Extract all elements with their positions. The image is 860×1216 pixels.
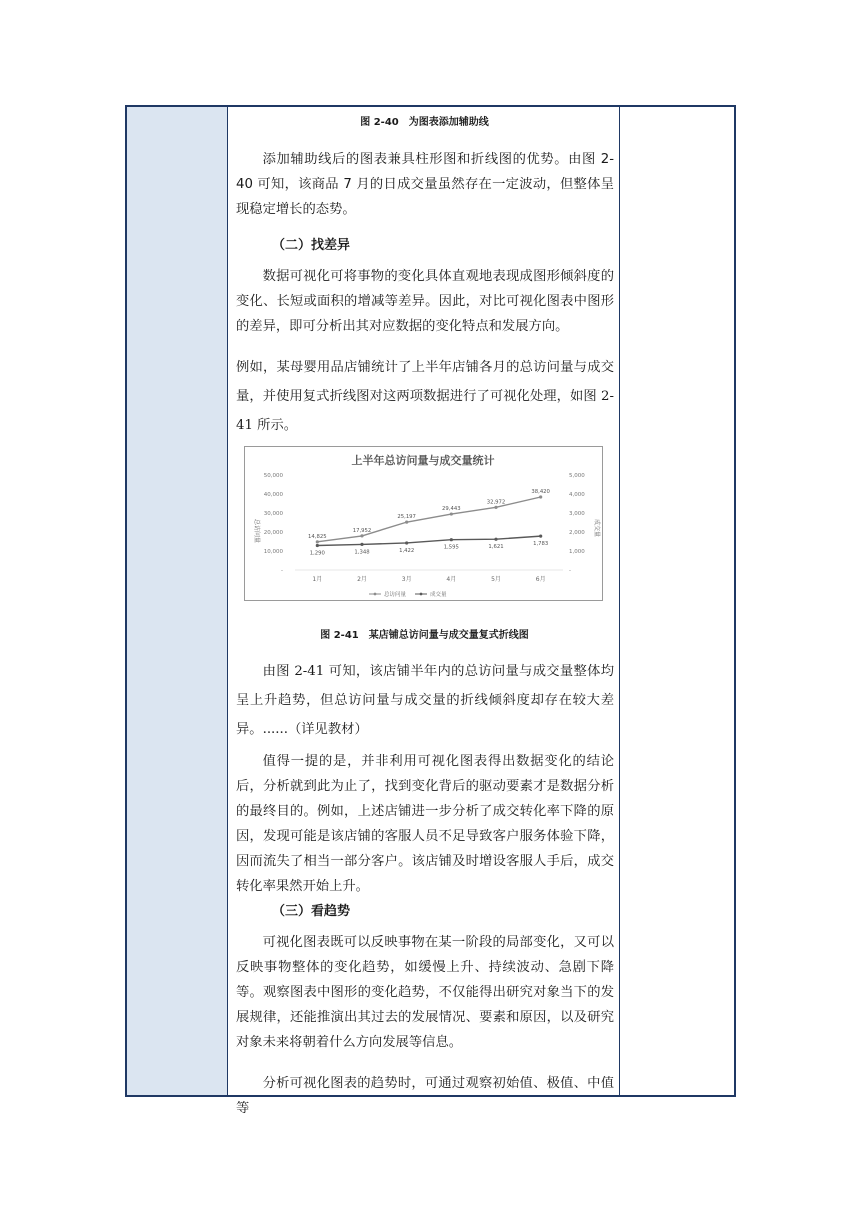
y-tick-label: - — [281, 568, 283, 574]
paragraph-2: 数据可视化可将事物的变化具体直观地表现成图形倾斜度的变化、长短或面积的增减等差异。因此，对比可视化图表中图形的差异，即可分析出其对应数据的变化特点和发展方向。 — [236, 269, 614, 334]
content-column — [228, 107, 621, 1116]
x-tick-label: 4月 — [446, 576, 457, 583]
y2-axis-label: 成交量 — [593, 519, 600, 538]
data-point — [316, 544, 319, 547]
paragraph-6: 可视化图表既可以反映事物在某一阶段的局部变化，又可以反映事物整体的变化趋势，如缓慢上升、持续波动、急剧下降等。观察图表中图形的变化趋势，不仅能得出研究对象当下的发展规律，还能推演出其过去的发展情况、要素和原因，以及研究对象未来将朝着什么方向发展等信息。 — [236, 935, 614, 1050]
data-label: 1,595 — [443, 544, 459, 551]
chart-title: 上半年总访问量与成交量统计 — [351, 454, 495, 467]
paragraph-3: 例如，某母婴用品店铺统计了上半年店铺各月的总访问量与成交量，并使用复式折线图对这两项数据进行了可视化处理，如图 2-41 所示。 — [236, 360, 614, 433]
series-line-1 — [317, 497, 540, 542]
y2-tick-label: 3,000 — [569, 511, 585, 517]
chart-legend — [369, 590, 447, 598]
y2-tick-label: 2,000 — [569, 530, 585, 536]
lesson-table — [125, 105, 736, 1116]
data-point — [450, 512, 453, 515]
data-label: 1,621 — [488, 544, 504, 551]
heading-observe-trends: （三）看趋势 — [272, 904, 351, 919]
x-tick-label: 1月 — [312, 576, 323, 583]
figure-2-41-chart — [244, 446, 603, 601]
legend-label: 总访问量 — [384, 592, 407, 598]
data-point — [360, 534, 363, 537]
data-point — [450, 538, 453, 541]
y2-tick-label: 4,000 — [569, 492, 585, 498]
right-column — [619, 107, 734, 1095]
legend-label: 成交量 — [430, 592, 447, 598]
data-label: 25,197 — [397, 514, 416, 521]
data-label: 17,952 — [352, 527, 372, 534]
data-label: 29,443 — [442, 506, 461, 513]
paragraph-4: 由图 2-41 可知，该店铺半年内的总访问量与成交量整体均呈上升趋势，但总访问量与成交量的折线倾斜度却存在较大差异。......（详见教材） — [236, 664, 614, 737]
x-tick-label: 2月 — [357, 576, 367, 583]
data-label: 38,420 — [531, 489, 550, 496]
data-point — [494, 506, 497, 509]
y2-tick-label: 1,000 — [569, 549, 585, 555]
data-point — [405, 521, 408, 524]
paragraph-5: 值得一提的是，并非利用可视化图表得出数据变化的结论后，分析就到此为止了，找到变化背后的驱动要素才是数据分析的最终目的。例如，上述店铺进一步分析了成交转化率下降的原因，发现可能是该店铺的客服人员不足导致客户服务体验下降，因而流失了相当一部分客户。该店铺及时增设客服人手后，成交转化率果然开始上升。 — [236, 754, 614, 894]
y2-tick-label: - — [569, 568, 571, 574]
line-chart — [245, 447, 602, 600]
data-label: 32,972 — [486, 499, 506, 506]
y-tick-label: 10,000 — [263, 549, 283, 555]
y-tick-label: 40,000 — [263, 492, 283, 498]
data-label: 1,783 — [533, 541, 549, 548]
y-axis-label: 总访问量 — [253, 519, 260, 544]
figure-2-41-caption: 图 2-41 某店铺总访问量与成交量复式折线图 — [320, 630, 529, 641]
data-point — [539, 535, 542, 538]
y-tick-label: 20,000 — [263, 530, 283, 536]
x-tick-label: 3月 — [401, 576, 412, 583]
x-tick-label: 5月 — [491, 576, 501, 583]
data-point — [316, 540, 319, 543]
data-point — [360, 543, 363, 546]
left-column — [127, 107, 228, 1095]
data-point — [539, 495, 542, 498]
data-label: 1,348 — [354, 549, 370, 556]
heading-find-differences: （二）找差异 — [272, 238, 351, 253]
figure-2-40-caption: 图 2-40 为图表添加辅助线 — [360, 117, 489, 128]
paragraph-7: 分析可视化图表的趋势时，可通过观察初始值、极值、中值等 — [236, 1076, 614, 1116]
legend-marker — [374, 593, 377, 596]
y2-tick-label: 5,000 — [569, 473, 585, 479]
data-point — [405, 541, 408, 544]
data-point — [494, 538, 497, 541]
data-label: 1,290 — [309, 550, 325, 557]
data-label: 14,825 — [308, 533, 327, 540]
legend-marker — [420, 593, 423, 596]
y-tick-label: 50,000 — [263, 473, 283, 479]
data-label: 1,422 — [399, 547, 415, 554]
paragraph-1: 添加辅助线后的图表兼具柱形图和折线图的优势。由图 2-40 可知，该商品 7 月的日成交量虽然存在一定波动，但整体呈现稳定增长的态势。 — [236, 152, 614, 217]
y-tick-label: 30,000 — [263, 511, 283, 517]
x-tick-label: 6月 — [535, 576, 546, 583]
